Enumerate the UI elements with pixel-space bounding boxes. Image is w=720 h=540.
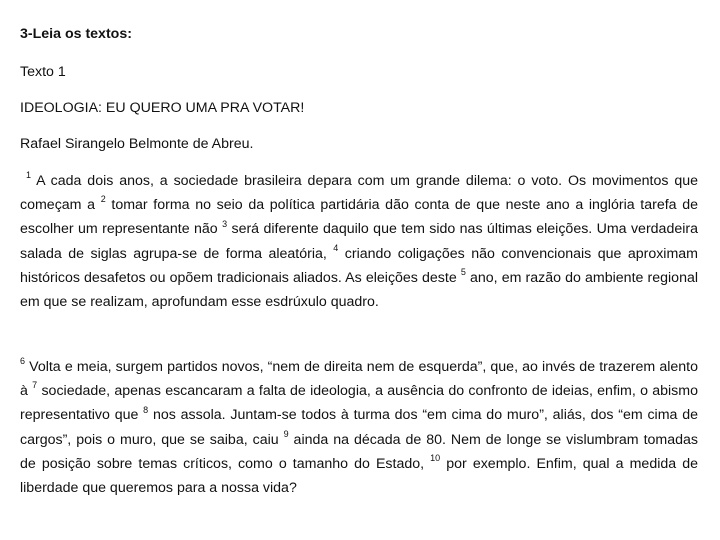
paragraph-text: A cada dois anos, a sociedade brasileira depara com um grande dilema: o voto. Os movimentos que começam a [20, 173, 698, 214]
paragraph-text: por exemplo. Enfim, qual a medida de liberdade que queremos para a nossa vida? [20, 455, 698, 497]
line-number: 8 [143, 404, 149, 415]
text-label: Texto 1 [20, 64, 66, 80]
paragraph-text: tomar forma no seio da política partidária dão conta de que neste ano a inglória tarefa de escolher um representante não [20, 197, 698, 238]
line-number: 1 [26, 170, 32, 181]
line-number: 2 [100, 194, 106, 205]
line-number: 10 [430, 453, 441, 464]
paragraph-text: ano, em razão do ambiente regional em que se realizam, aprofundam esse esdrúxulo quadro. [20, 269, 699, 311]
paragraph-text: sociedade, apenas escancaram a falta de ideologia, a ausência do confronto de ideias, enfim, o abismo representativo que [20, 383, 698, 424]
line-number: 3 [222, 218, 228, 229]
line-number: 4 [333, 242, 339, 253]
paragraph-text: criando coligações não convencionais que aproximam históricos desafetos ou opõem tradicionais aliados. As eleições deste [20, 245, 698, 286]
article-author: Rafael Sirangelo Belmonte de Abreu. [20, 136, 254, 152]
paragraph-text: será diferente daquilo que tem sido nas últimas eleições. Uma verdadeira salada de siglas agrupa-se de forma aleatória, [20, 221, 698, 262]
paragraph-text: ainda na década de 80. Nem de longe se vislumbram tomadas de posição sobre temas críticos, como o tamanho do Estado, [20, 431, 698, 472]
line-number: 9 [283, 428, 289, 439]
line-number: 5 [460, 267, 466, 278]
paragraph-2 [20, 355, 698, 500]
line-number: 6 [20, 356, 26, 367]
paragraph-text: Volta e meia, surgem partidos novos, “nem de direita nem de esquerda”, que, ao invés de trazerem alento à [20, 359, 698, 400]
article-title: IDEOLOGIA: EU QUERO UMA PRA VOTAR! [20, 100, 305, 116]
paragraph-1 [20, 169, 698, 314]
line-number: 7 [32, 380, 38, 391]
question-heading: 3-Leia os textos: [20, 26, 132, 42]
paragraph-text: nos assola. Juntam-se todos à turma dos “em cima do muro”, aliás, dos “em cima de cargos”, pois o muro, que se saiba, caiu [20, 407, 698, 448]
